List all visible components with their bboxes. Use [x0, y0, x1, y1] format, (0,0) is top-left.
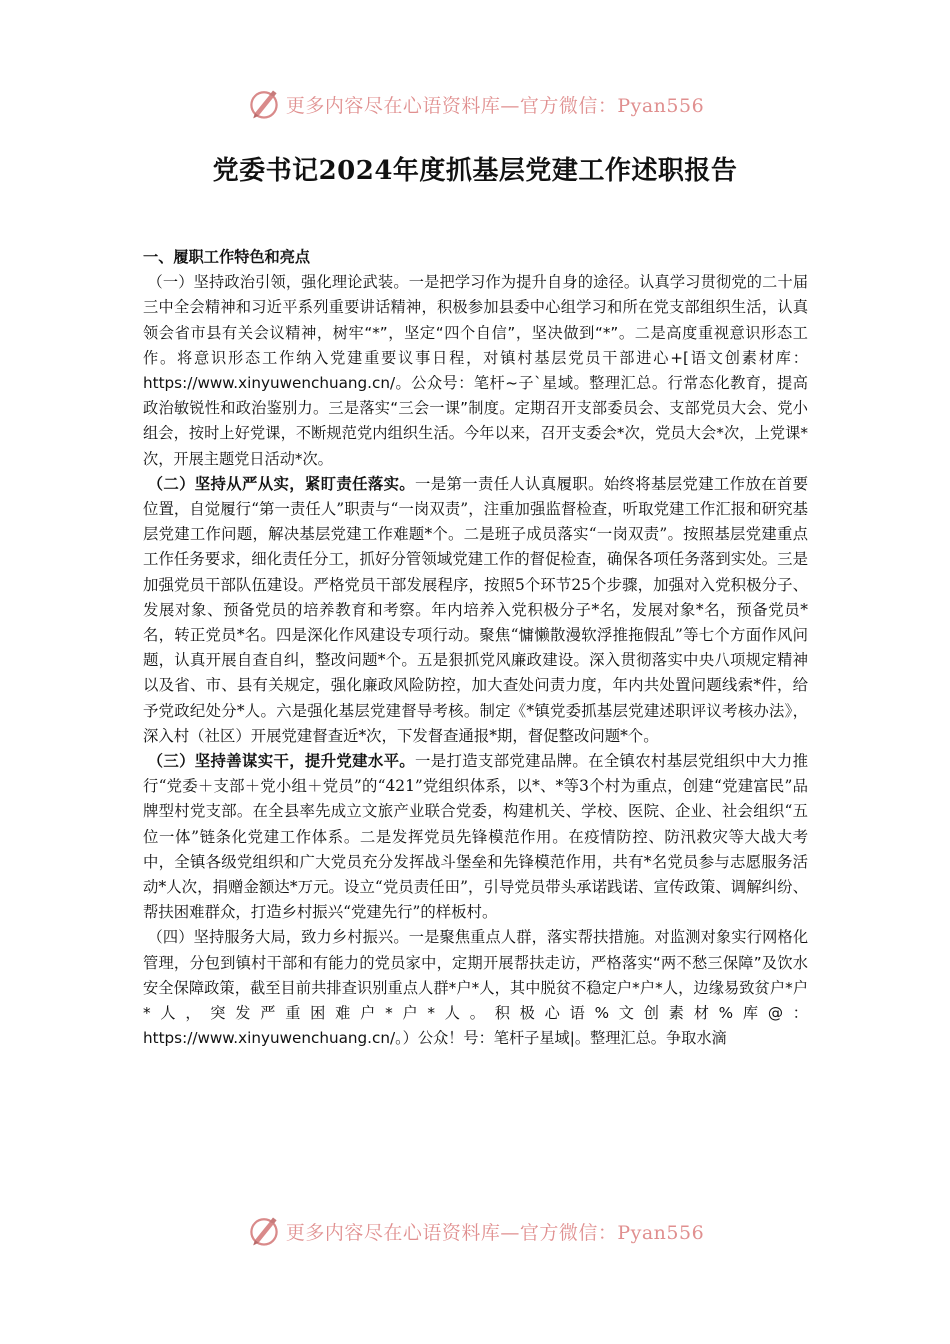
section-heading: 一、履职工作特色和亮点: [143, 248, 311, 266]
document-title: 党委书记2024年度抓基层党建工作述职报告: [212, 156, 738, 186]
watermark-text: 更多内容尽在心语资料库—官方微信：Pyan556: [285, 1221, 705, 1244]
pen-logo-icon: [246, 1213, 282, 1249]
watermark-header: [0, 84, 950, 124]
watermark-footer: [0, 1211, 950, 1251]
paragraph-lead: （二）坚持从严从实，紧盯责任落实。: [147, 474, 416, 493]
paragraph-lead: （三）坚持善谋实干，提升党建水平。: [147, 752, 416, 771]
pen-logo-icon: [246, 86, 282, 122]
paragraph-party-building: [143, 749, 808, 925]
paragraph-body: 一是打造支部党建品牌。在全镇农村基层党组织中大力推行“党委＋支部＋党小组＋党员”的“421”党组织体系，以*、*等3个村为重点，创建“党建富民”品牌型村党支部。在全县率先成立文旅产业联合党委，构建机关、学校、医院、企业、社会组织“五位一体”链条化党建工作体系。二是发挥党员先锋模范作用。在疫情防控、防汛救灾等大战大考中，全镇各级党组织和广大党员充分发挥战斗堡垒和先锋模范作用，共有*名党员参与志愿服务活动*人次，捐赠金额达*万元。设立“党员责任田”，引导党员带头承诺践诺、宣传政策、调解纠纷、帮扶困难群众，打造乡村振兴“党建先行”的样板村。: [143, 752, 808, 922]
document-body: [143, 245, 808, 1052]
watermark-text: 更多内容尽在心语资料库—官方微信：Pyan556: [285, 94, 705, 117]
paragraph-rural-revitalization: （四）坚持服务大局，致力乡村振兴。一是聚焦重点人群，落实帮扶措施。对监测对象实行网格化管理，分包到镇村干部和有能力的党员家中，定期开展帮扶走访，严格落实“两不愁三保障”及饮水安全保障政策，截至目前共排查识别重点人群*户*人，其中脱贫不稳定户*户*人，边缘易致贫户*户*人，突发严重困难户*户*人。积极心语%文创素材%库@：https://www.xinyuwenchuang.cn/。）公众！号：笔杆子星域|。整理汇总。争取水滴: [143, 928, 808, 1048]
paragraph-responsibility: [143, 472, 808, 749]
paragraph-political-guidance: （一）坚持政治引领，强化理论武装。一是把学习作为提升自身的途径。认真学习贯彻党的二十届三中全会精神和习近平系列重要讲话精神，积极参加县委中心组学习和所在党支部组织生活，认真领会省市县有关会议精神，树牢“*”，坚定“四个自信”，坚决做到“*”。二是高度重视意识形态工作。将意识形态工作纳入党建重要议事日程，对镇村基层党员干部进心+[语文创素材库：https://www.xinyuwenchuang.cn/。公众号：笔杆~子`星域。整理汇总。行常态化教育，提高政治敏锐性和政治鉴别力。三是落实“三会一课”制度。定期召开支部委员会、支部党员大会、党小组会，按时上好党课，不断规范党内组织生活。今年以来，召开支委会*次，党员大会*次，上党课*次，开展主题党日活动*次。: [143, 273, 808, 468]
paragraph-body: 一是第一责任人认真履职。始终将基层党建工作放在首要位置，自觉履行“第一责任人”职责与“一岗双责”，注重加强监督检查，听取党建工作汇报和研究基层党建工作问题，解决基层党建工作难题*个。二是班子成员落实“一岗双责”。按照基层党建重点工作任务要求，细化责任分工，抓好分管领域党建工作的督促检查，确保各项任务落到实处。三是加强党员干部队伍建设。严格党员干部发展程序，按照5个环节25个步骤，加强对入党积极分子、发展对象、预备党员的培养教育和考察。年内培养入党积极分子*名，发展对象*名，预备党员*名，转正党员*名。四是深化作风建设专项行动。聚焦“慵懒散漫软浮推拖假乱”等七个方面作风问题，认真开展自查自纠，整改问题*个。五是狠抓党风廉政建设。深入贯彻落实中央八项规定精神以及省、市、县有关规定，强化廉政风险防控，加大查处问责力度，年内共处置问题线索*件，给予党政纪处分*人。六是强化基层党建督导考核。制定《*镇党委抓基层党建述职评议考核办法》，深入村（社区）开展党建督查近*次，下发督查通报*期，督促整改问题*个。: [143, 474, 808, 745]
